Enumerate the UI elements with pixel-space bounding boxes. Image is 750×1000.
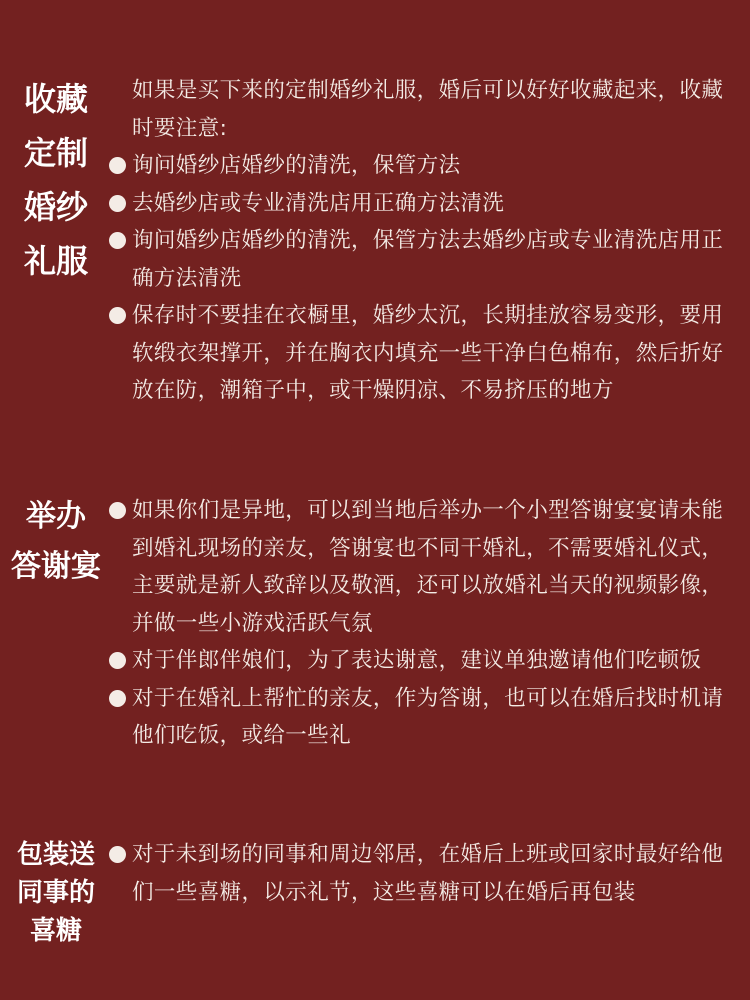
list-item-text: 对于在婚礼上帮忙的亲友，作为答谢，也可以在婚后找时机请他们吃饭，或给一些礼 bbox=[132, 685, 724, 748]
list-item bbox=[108, 147, 734, 185]
intro-text: 如果是买下来的定制婚纱礼服，婚后可以好好收藏起来，收藏时要注意: bbox=[132, 78, 724, 141]
list-item-text: 询问婚纱店婚纱的清洗，保管方法去婚纱店或专业清洗店用正确方法清洗 bbox=[132, 228, 724, 291]
list-item bbox=[108, 297, 734, 410]
list-item-text: 对于未到场的同事和周边邻居，在婚后上班或回家时最好给他们一些喜糖，以示礼节，这些喜糖可以在婚后再包装 bbox=[132, 842, 724, 905]
heading-line: 同事的 bbox=[16, 878, 95, 908]
heading-line: 答谢宴 bbox=[11, 549, 101, 584]
heading-line: 礼服 bbox=[23, 242, 88, 280]
list-item bbox=[108, 185, 734, 223]
bullet-icon bbox=[109, 652, 126, 669]
section-body bbox=[108, 836, 734, 911]
list-item bbox=[108, 492, 734, 642]
heading-line: 举办 bbox=[26, 499, 86, 534]
bullet-icon bbox=[109, 157, 126, 174]
bullet-icon bbox=[109, 195, 126, 212]
bullet-icon bbox=[109, 690, 126, 707]
bullet-icon bbox=[109, 232, 126, 249]
list-item bbox=[108, 642, 734, 680]
list-item-text: 如果你们是异地，可以到当地后举办一个小型答谢宴宴请未能到婚礼现场的亲友，答谢宴也不同干婚礼，不需要婚礼仪式，主要就是新人致辞以及敬酒，还可以放婚礼当天的视频影像，并做一些小游戏活跃气氛 bbox=[132, 498, 724, 636]
section-body bbox=[108, 492, 734, 755]
heading-line: 收藏 bbox=[23, 80, 88, 118]
list-item-text: 去婚纱店或专业清洗店用正确方法清洗 bbox=[132, 190, 505, 216]
list-item-text: 保存时不要挂在衣橱里，婚纱太沉，长期挂放容易变形，要用软缎衣架撑开，并在胸衣内填充一些干净白色棉布，然后折好放在防，潮箱子中，或干燥阴凉、不易挤压的地方 bbox=[132, 303, 724, 403]
list-item bbox=[108, 836, 734, 911]
heading-line: 包装送 bbox=[16, 840, 95, 870]
heading-line: 定制 bbox=[23, 134, 88, 172]
section-heading bbox=[0, 72, 112, 288]
section-heading bbox=[0, 836, 112, 950]
list-item-text: 询问婚纱店婚纱的清洗，保管方法 bbox=[132, 153, 461, 178]
heading-line: 喜糖 bbox=[29, 916, 82, 946]
heading-line: 婚纱 bbox=[23, 188, 88, 226]
list-item bbox=[108, 680, 734, 755]
bullet-icon bbox=[109, 502, 126, 519]
bullet-icon bbox=[109, 307, 126, 324]
list-item-text: 对于伴郎伴娘们，为了表达谢意，建议单独邀请他们吃顿饭 bbox=[132, 648, 702, 673]
list-item bbox=[108, 222, 734, 297]
section-body bbox=[108, 72, 734, 410]
section-heading bbox=[0, 492, 112, 592]
bullet-icon bbox=[109, 846, 126, 863]
